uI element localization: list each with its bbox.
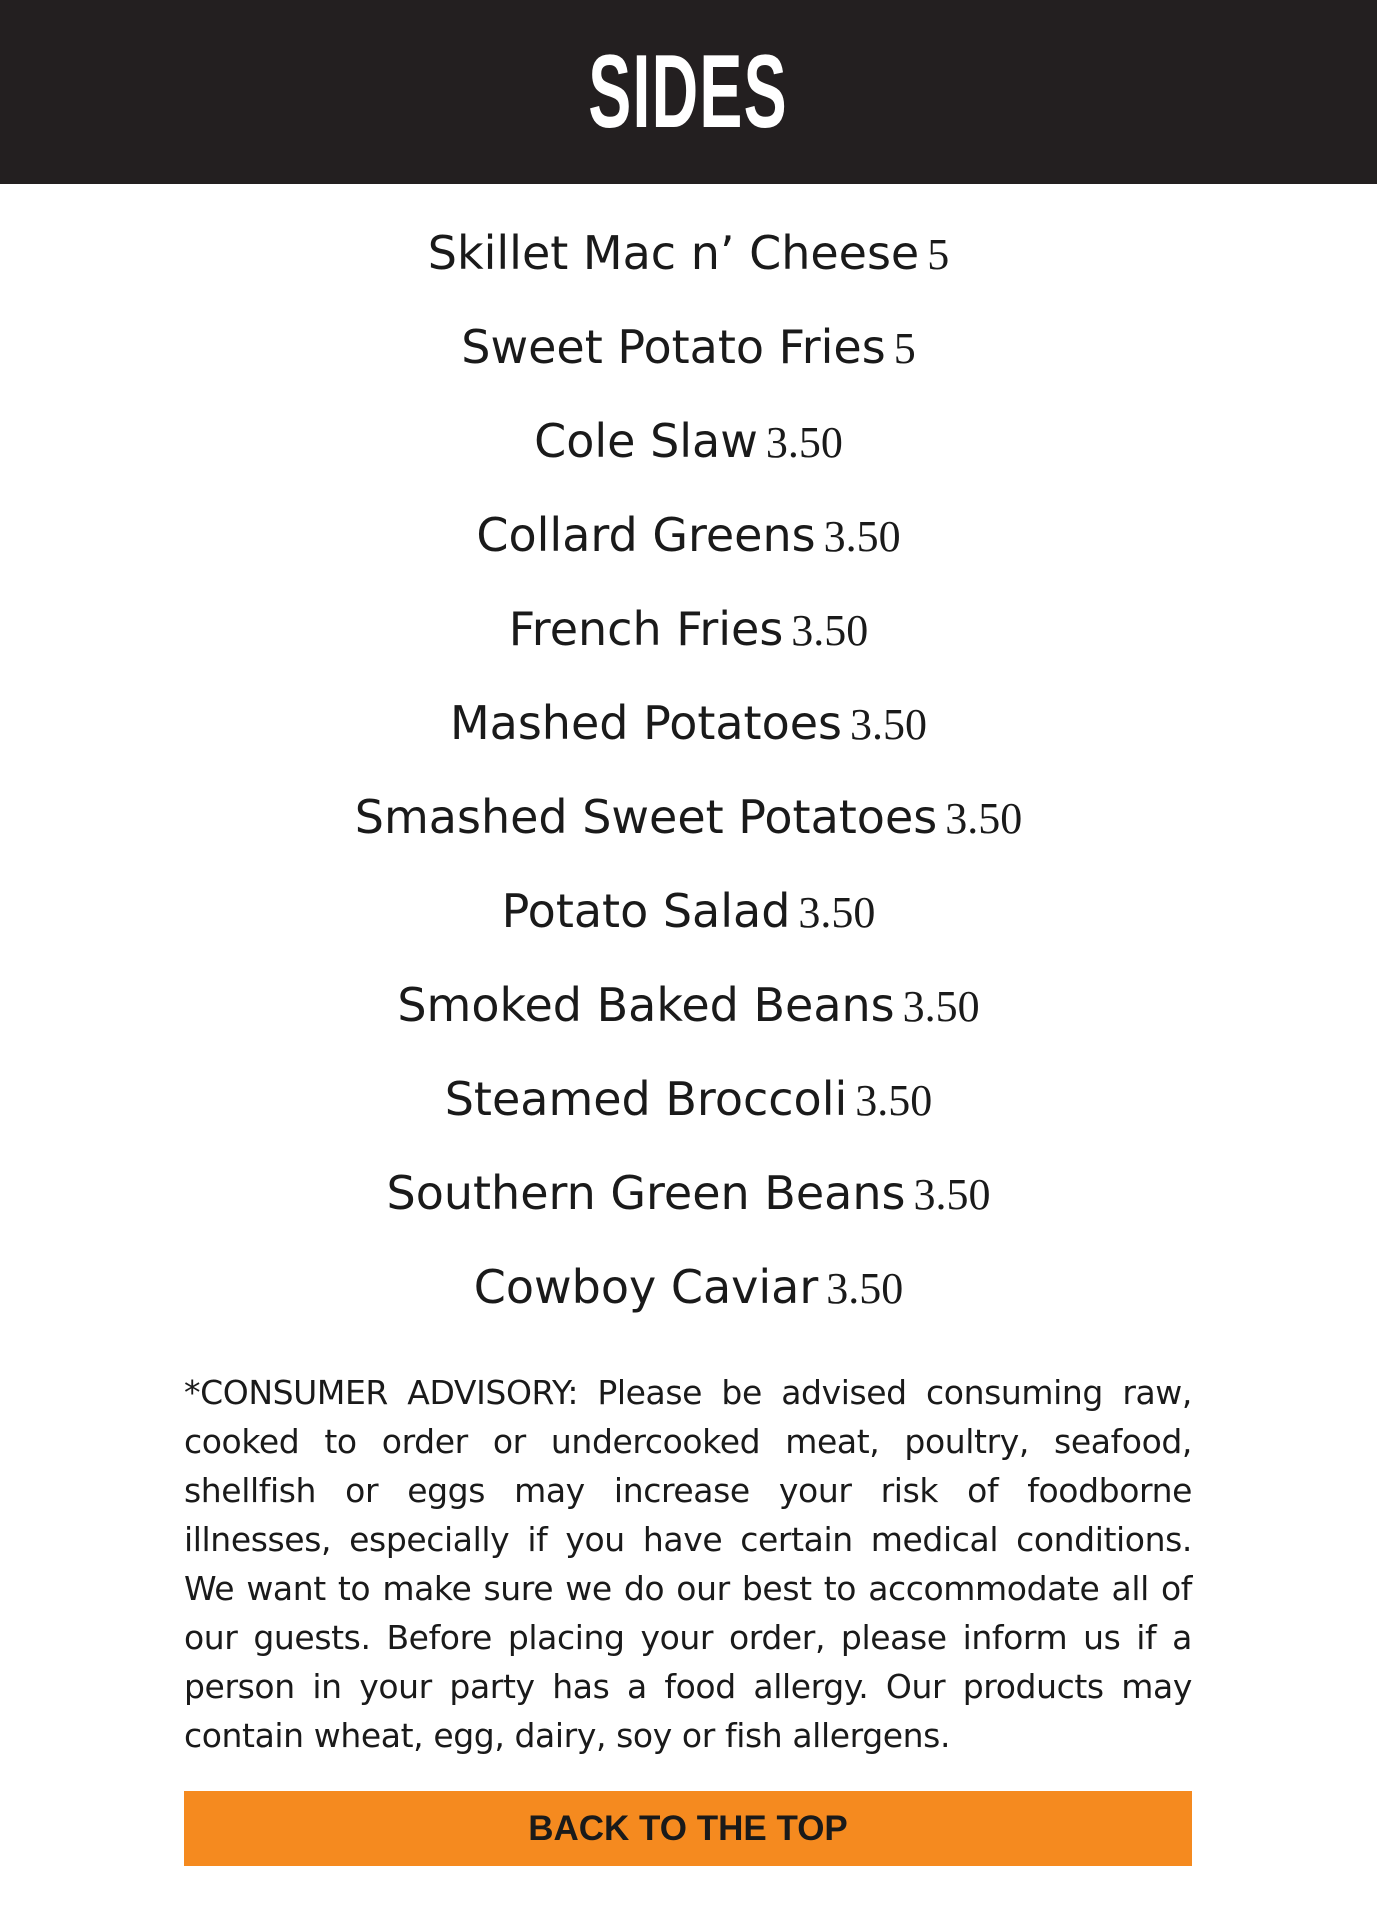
menu-item-price: 3.50 — [826, 1264, 904, 1313]
menu-item-name: Sweet Potato Fries — [461, 320, 886, 374]
menu-item-name: Mashed Potatoes — [449, 696, 843, 750]
menu-item-price: 3.50 — [798, 888, 876, 937]
menu-item-price: 3.50 — [913, 1170, 991, 1219]
menu-item — [0, 1166, 1377, 1260]
menu-item — [0, 1072, 1377, 1166]
menu-item — [0, 1260, 1377, 1354]
menu-item — [0, 884, 1377, 978]
menu-item-price: 3.50 — [855, 1076, 933, 1125]
menu-item-name: Southern Green Beans — [386, 1166, 906, 1220]
menu-item — [0, 978, 1377, 1072]
menu-item-price: 3.50 — [791, 606, 869, 655]
menu-item-name: Smoked Baked Beans — [397, 978, 895, 1032]
menu-item-name: Cole Slaw — [534, 414, 758, 468]
menu-item-name: Collard Greens — [476, 508, 816, 562]
menu-item — [0, 320, 1377, 414]
menu-item — [0, 508, 1377, 602]
menu-item-price: 5 — [927, 230, 950, 279]
menu-item — [0, 226, 1377, 320]
menu-item-name: Skillet Mac n’ Cheese — [427, 226, 920, 280]
menu-item-name: Smashed Sweet Potatoes — [354, 790, 938, 844]
menu-item — [0, 602, 1377, 696]
consumer-advisory: *CONSUMER ADVISORY: Please be advised consuming raw, cooked to order or undercooked meat, poultry, seafood, shellfish or eggs may increase your risk of foodborne illnesses, especially if you have certain medical conditions. We want to make sure we do our best to accommodate all of our guests. Before placing your order, please inform us if a person in your party has a food allergy. Our products may contain wheat, egg, dairy, soy or fish allergens. — [184, 1373, 1192, 1755]
sides-menu-list — [0, 226, 1377, 1354]
menu-item-price: 3.50 — [850, 700, 928, 749]
section-title: SIDES — [588, 34, 789, 150]
menu-item-price: 3.50 — [902, 982, 980, 1031]
menu-item-price: 3.50 — [823, 512, 901, 561]
section-header — [0, 0, 1377, 184]
menu-item-name: Steamed Broccoli — [444, 1072, 848, 1126]
menu-item-price: 5 — [893, 324, 916, 373]
menu-item — [0, 790, 1377, 884]
menu-item-name: French Fries — [508, 602, 784, 656]
menu-item-name: Potato Salad — [501, 884, 791, 938]
menu-item — [0, 414, 1377, 508]
menu-item-name: Cowboy Caviar — [473, 1260, 819, 1314]
menu-item-price: 3.50 — [765, 418, 843, 467]
menu-item — [0, 696, 1377, 790]
back-to-top-button[interactable]: BACK TO THE TOP — [184, 1791, 1192, 1866]
menu-item-price: 3.50 — [945, 794, 1023, 843]
